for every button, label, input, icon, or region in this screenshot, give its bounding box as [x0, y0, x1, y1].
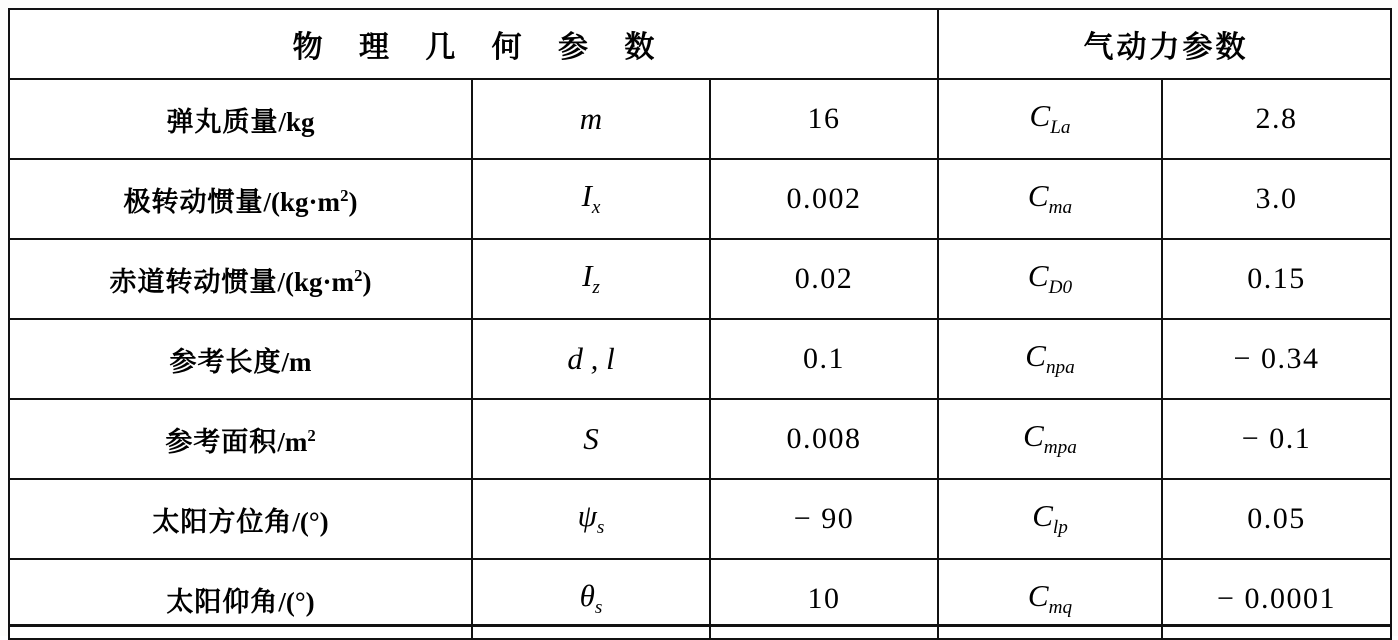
aero-symbol-cmq: $C_{mq}$ — [938, 559, 1162, 639]
row-symbol-m: m — [472, 79, 710, 159]
aero-value-cma: 3.0 — [1162, 159, 1391, 239]
aero-symbol-clp: $C_{lp}$ — [938, 479, 1162, 559]
aero-symbol-cd0: $C_{D0}$ — [938, 239, 1162, 319]
bottom-rule — [8, 624, 1390, 627]
aero-value-cnpa: − 0.34 — [1162, 319, 1391, 399]
aero-value-cd0: 0.15 — [1162, 239, 1391, 319]
row-value-equatorial-moment: 0.02 — [710, 239, 938, 319]
aero-value-cla: 2.8 — [1162, 79, 1391, 159]
aero-symbol-cma: $C_{ma}$ — [938, 159, 1162, 239]
table-row — [9, 79, 1391, 159]
row-label-equatorial-moment: 赤道转动惯量$/(kg\cdot m^2)$ — [9, 239, 472, 319]
aero-symbol-cnpa: $C_{npa}$ — [938, 319, 1162, 399]
aero-symbol-cla: $C_{La}$ — [938, 79, 1162, 159]
row-label-reference-area: 参考面积$/m^2$ — [9, 399, 472, 479]
row-value-solar-elevation: 10 — [710, 559, 938, 639]
table-row — [9, 479, 1391, 559]
aero-symbol-cmpa: $C_{mpa}$ — [938, 399, 1162, 479]
row-label-reference-length: 参考长度/m — [9, 319, 472, 399]
row-value-reference-length: 0.1 — [710, 319, 938, 399]
parameter-table — [8, 8, 1392, 640]
row-symbol-s: S — [472, 399, 710, 479]
row-label-solar-elevation: 太阳仰角/(°) — [9, 559, 472, 639]
row-symbol-theta-s: $\theta_s$ — [472, 559, 710, 639]
aero-value-clp: 0.05 — [1162, 479, 1391, 559]
table-row — [9, 559, 1391, 639]
aero-value-cmpa: − 0.1 — [1162, 399, 1391, 479]
row-label-polar-moment: 极转动惯量$/(kg\cdot m^2)$ — [9, 159, 472, 239]
row-symbol-d-l: d , l — [472, 319, 710, 399]
row-value-reference-area: 0.008 — [710, 399, 938, 479]
table-row — [9, 239, 1391, 319]
table-row — [9, 319, 1391, 399]
aero-value-cmq: − 0.0001 — [1162, 559, 1391, 639]
row-value-solar-azimuth: − 90 — [710, 479, 938, 559]
row-label-solar-azimuth: 太阳方位角/(°) — [9, 479, 472, 559]
table-header-row — [9, 9, 1391, 79]
row-value-mass: 16 — [710, 79, 938, 159]
row-value-polar-moment: 0.002 — [710, 159, 938, 239]
header-physical-geometry: 物 理 几 何 参 数 — [9, 9, 938, 79]
row-symbol-iz: $I_z$ — [472, 239, 710, 319]
row-label-projectile-mass: 弹丸质量/kg — [9, 79, 472, 159]
table-row — [9, 159, 1391, 239]
row-symbol-ix: $I_x$ — [472, 159, 710, 239]
row-symbol-psi-s: $\psi_s$ — [472, 479, 710, 559]
header-aerodynamic: 气动力参数 — [938, 9, 1391, 79]
table-row — [9, 399, 1391, 479]
